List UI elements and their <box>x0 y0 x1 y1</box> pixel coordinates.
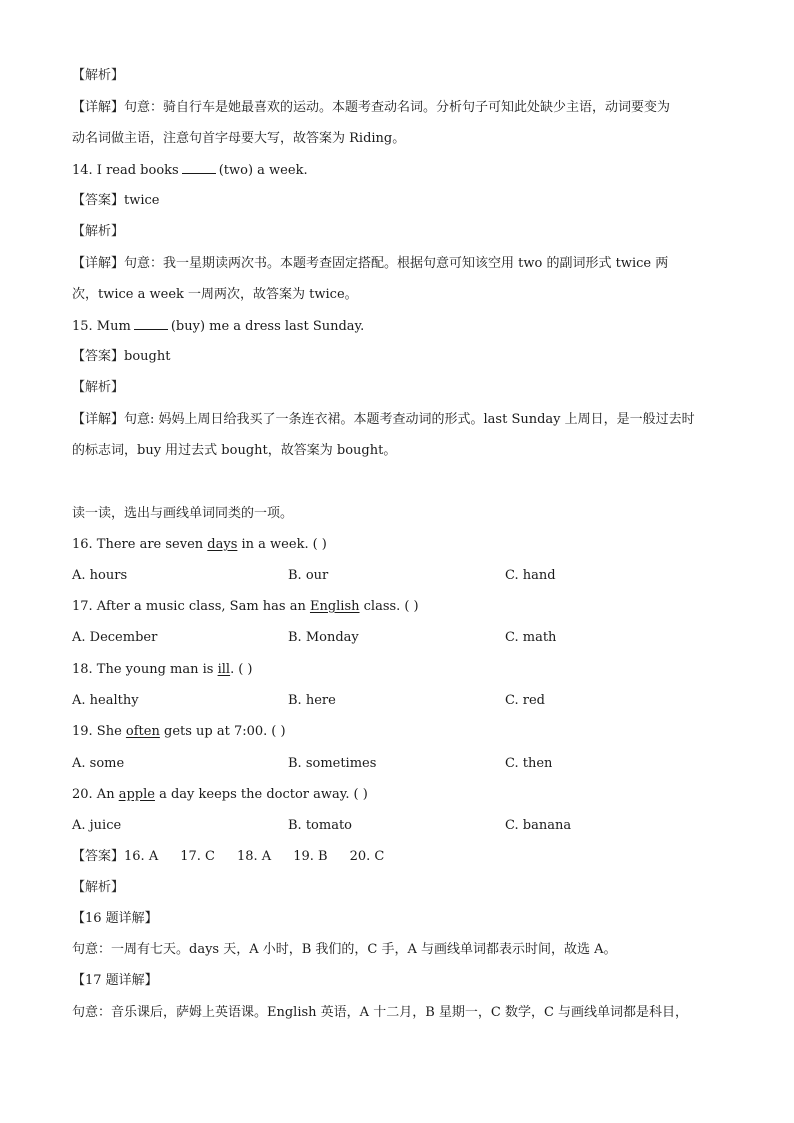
q15-answer <box>72 348 170 366</box>
question-16 <box>72 536 327 554</box>
section-instruction: 读一读，选出与画线单词同类的一项。 <box>72 506 294 521</box>
q14-before: 14. I read books <box>72 163 179 178</box>
q-text-post: . <box>230 662 235 677</box>
q15-after: (buy) me a dress last Sunday. <box>170 319 365 334</box>
q14-after: (two) a week. <box>218 163 308 178</box>
q-text-pre: 17. After a music class, Sam has an <box>72 599 310 614</box>
q14-answer <box>72 192 160 210</box>
q-text-post: a day keeps the doctor away. <box>154 787 350 802</box>
q14-detail-text: 句意：我一星期读两次书。本题考查固定搭配。根据句意可知该空用 two 的副词形式 twice 两 <box>124 256 669 271</box>
q15-answer-text: bought <box>124 349 171 364</box>
question-15 <box>72 317 364 336</box>
option-a: A. healthy <box>72 693 139 708</box>
analysis-label: 【解析】 <box>72 880 125 895</box>
q-text-pre: 16. There are seven <box>72 537 208 552</box>
underlined-word: often <box>125 724 160 739</box>
analysis-label: 【解析】 <box>72 380 125 395</box>
option-c: C. red <box>505 693 545 708</box>
answer-parentheses: ( ) <box>353 787 368 802</box>
option-a: A. juice <box>72 818 122 833</box>
option-b: B. sometimes <box>288 756 377 771</box>
answer-label: 【答案】 <box>72 349 125 364</box>
option-b: B. tomato <box>288 818 352 833</box>
q-text-post: class. <box>359 599 401 614</box>
option-b: B. here <box>288 693 336 708</box>
question-18 <box>72 661 253 679</box>
underlined-word: English <box>309 599 360 614</box>
underlined-word: apple <box>118 787 155 802</box>
answer-label: 【答案】 <box>72 849 125 864</box>
answer-18: 18. A <box>236 849 272 864</box>
question-17 <box>72 598 419 616</box>
answer-parentheses: ( ) <box>238 662 253 677</box>
detail-label: 【详解】 <box>72 256 125 271</box>
q15-before: 15. Mum <box>72 319 131 334</box>
q-text-post: gets up at 7:00. <box>159 724 268 739</box>
q14-answer-text: twice <box>124 193 160 208</box>
answer-parentheses: ( ) <box>312 537 327 552</box>
answers-row <box>72 848 406 866</box>
underlined-word: days <box>207 537 238 552</box>
analysis-label: 【解析】 <box>72 224 125 239</box>
answer-16: 16. A <box>124 849 159 864</box>
q15-detail <box>72 411 695 429</box>
option-a: A. hours <box>72 568 128 583</box>
answer-label: 【答案】 <box>72 193 125 208</box>
q-text-pre: 18. The young man is <box>72 662 218 677</box>
q-text-pre: 20. An <box>72 787 119 802</box>
q13-detail <box>72 99 670 117</box>
q14-detail-cont: 次，twice a week 一周两次，故答案为 twice。 <box>72 287 358 302</box>
question-19 <box>72 723 286 741</box>
option-a: A. December <box>72 630 158 645</box>
q-text-post: in a week. <box>237 537 309 552</box>
option-b: B. Monday <box>288 630 359 645</box>
q-text-pre: 19. She <box>72 724 126 739</box>
answer-17: 17. C <box>180 849 215 864</box>
analysis-label: 【解析】 <box>72 68 125 83</box>
sub16-heading: 【16 题详解】 <box>72 911 158 926</box>
q14-blank <box>182 161 216 174</box>
option-c: C. banana <box>505 818 572 833</box>
q15-detail-text: 句意: 妈妈上周日给我买了一条连衣裙。本题考查动词的形式。last Sunday 上周日，是一般过去时 <box>124 412 695 427</box>
answer-parentheses: ( ) <box>404 599 419 614</box>
question-20 <box>72 786 368 804</box>
detail-label: 【详解】 <box>72 412 125 427</box>
detail-label: 【详解】 <box>72 100 125 115</box>
q15-detail-cont: 的标志词，buy 用过去式 bought，故答案为 bought。 <box>72 443 397 458</box>
sub17-heading: 【17 题详解】 <box>72 973 158 988</box>
sub17-text: 句意：音乐课后，萨姆上英语课。English 英语，A 十二月，B 星期一，C 数学，C 与画线单词都是科目， <box>72 1005 689 1020</box>
q14-detail <box>72 255 668 273</box>
q15-blank <box>134 317 168 330</box>
question-14 <box>72 161 308 180</box>
option-a: A. some <box>72 756 125 771</box>
sub16-text: 句意：一周有七天。days 天，A 小时，B 我们的，C 手，A 与画线单词都表示时间，故选 A。 <box>72 942 617 957</box>
option-c: C. hand <box>505 568 556 583</box>
answer-parentheses: ( ) <box>271 724 286 739</box>
q13-detail-text: 句意：骑自行车是她最喜欢的运动。本题考查动名词。分析句子可知此处缺少主语，动词要变为 <box>124 100 671 115</box>
option-c: C. math <box>505 630 557 645</box>
underlined-word: ill <box>217 662 231 677</box>
q13-detail-cont: 动名词做主语，注意句首字母要大写，故答案为 Riding。 <box>72 131 406 146</box>
option-b: B. our <box>288 568 329 583</box>
answer-19: 19. B <box>293 849 328 864</box>
answer-20: 20. C <box>349 849 385 864</box>
option-c: C. then <box>505 756 553 771</box>
